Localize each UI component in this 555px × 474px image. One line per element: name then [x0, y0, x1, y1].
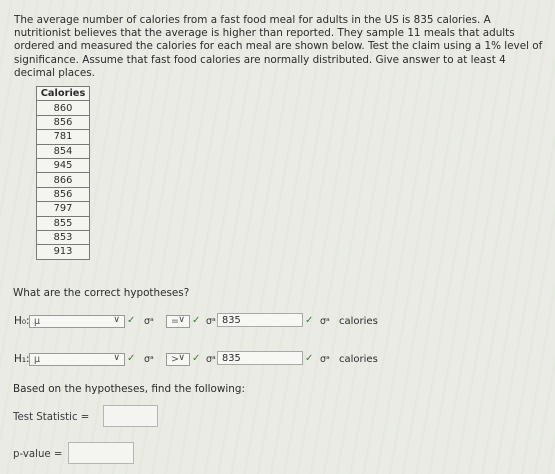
h1-value-input[interactable]: 835 — [217, 351, 303, 365]
h0-value-input[interactable]: 835 — [217, 313, 303, 327]
sigma-icon: σᵃ — [144, 354, 154, 365]
sigma-icon: σᵃ — [320, 316, 330, 327]
sigma-icon: σᵃ — [320, 354, 330, 365]
table-header: Calories — [37, 87, 90, 101]
chevron-down-icon: ∨ — [113, 315, 120, 325]
calories-table — [36, 86, 90, 260]
h1-parameter-value: μ — [34, 354, 41, 365]
test-statistic-input[interactable] — [103, 405, 158, 427]
h0-label: H₀: — [14, 315, 30, 327]
chevron-down-icon: ∨ — [178, 353, 185, 363]
h1-sign-value: > — [171, 354, 179, 365]
h1-sign-select[interactable] — [166, 353, 190, 366]
h0-sign-select[interactable] — [166, 315, 190, 328]
table-cell: 866 — [37, 173, 90, 187]
pvalue-label: p-value = — [13, 449, 63, 460]
h1-parameter-select[interactable] — [29, 353, 125, 366]
table-cell: 860 — [37, 101, 90, 115]
table-cell: 856 — [37, 115, 90, 129]
test-statistic-label: Test Statistic = — [13, 412, 90, 423]
check-icon: ✓ — [192, 353, 201, 364]
pvalue-input[interactable] — [68, 442, 134, 464]
chevron-down-icon: ∨ — [178, 315, 185, 325]
table-cell: 797 — [37, 202, 90, 216]
table-cell: 854 — [37, 144, 90, 158]
check-icon: ✓ — [305, 315, 314, 326]
check-icon: ✓ — [127, 315, 136, 326]
check-icon: ✓ — [192, 315, 201, 326]
table-cell: 856 — [37, 187, 90, 201]
table-cell: 913 — [37, 245, 90, 259]
based-on-text: Based on the hypotheses, find the following: — [13, 383, 245, 395]
problem-text: The average number of calories from a fast food meal for adults in the US is 835 calories. A nutritionist believes that the average is higher than reported. They sample 11 meals that adults ordered and measured the calories for each meal are shown below. Test the claim using a 1% level of significance. Assume that fast food calories are normally distributed. Give answer to at least 4 decimal places. — [14, 14, 543, 79]
chevron-down-icon: ∨ — [113, 353, 120, 363]
h0-sign-value: = — [171, 316, 179, 327]
table-cell: 781 — [37, 130, 90, 144]
h0-parameter-value: μ — [34, 316, 41, 327]
table-cell: 853 — [37, 230, 90, 244]
check-icon: ✓ — [127, 353, 136, 364]
h1-unit: calories — [339, 354, 378, 365]
check-icon: ✓ — [305, 353, 314, 364]
table-cell: 855 — [37, 216, 90, 230]
sigma-icon: σᵃ — [206, 354, 216, 365]
sigma-icon: σᵃ — [144, 316, 154, 327]
h0-unit: calories — [339, 316, 378, 327]
table-cell: 945 — [37, 158, 90, 172]
h1-label: H₁: — [14, 353, 30, 365]
sigma-icon: σᵃ — [206, 316, 216, 327]
hypotheses-question: What are the correct hypotheses? — [13, 287, 190, 299]
h0-parameter-select[interactable] — [29, 315, 125, 328]
